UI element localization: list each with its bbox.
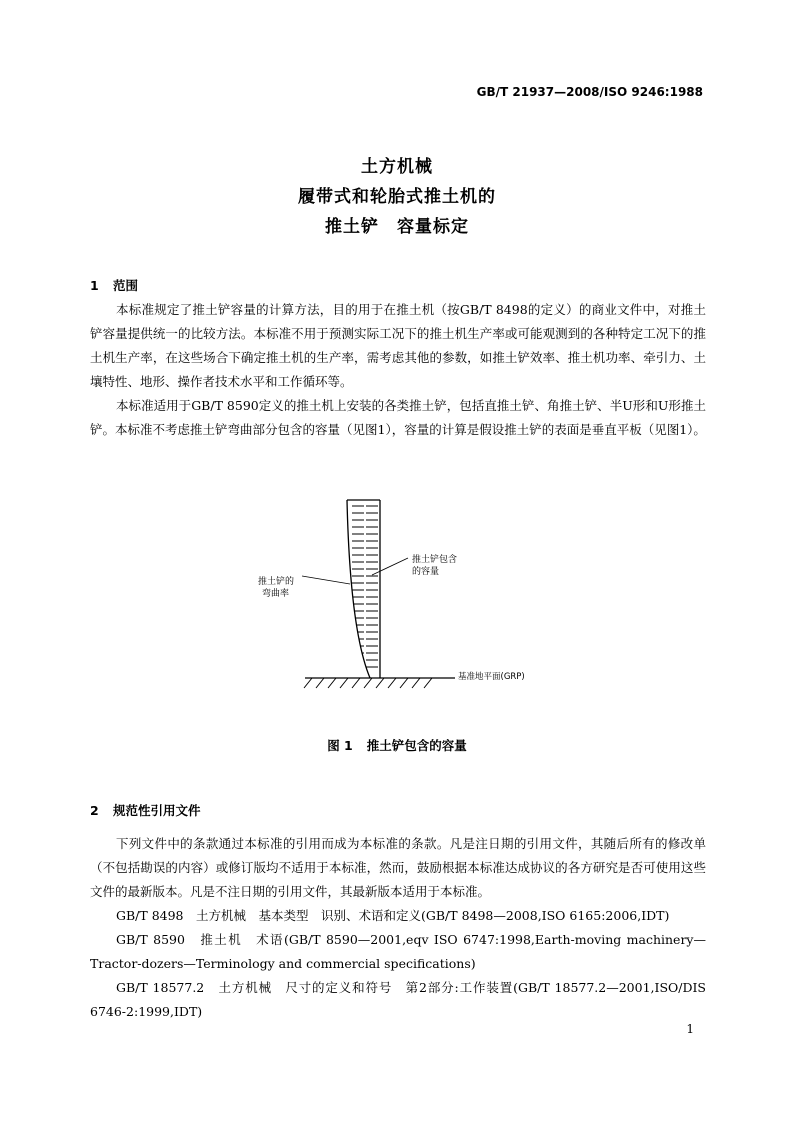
ground-reference-label: 基准地平面(GRP) xyxy=(458,672,525,682)
volume-leader xyxy=(372,558,408,575)
ground-hatching xyxy=(304,678,432,688)
section-1-paragraph-2: 本标准适用于GB/T 8590定义的推土机上安装的各类推土铲，包括直推土铲、角推土铲、半U形和U形推土铲。本标准不考虑推土铲弯曲部分包含的容量（见图1），容量的计算是假设推土铲的表面是垂直平板（见图1）。 xyxy=(90,398,706,437)
blade-volume-hatching xyxy=(352,506,378,667)
section-1-number: 1 xyxy=(90,278,99,293)
section-2-title: 规范性引用文件 xyxy=(113,803,201,818)
figure-caption-text: 推土铲包含的容量 xyxy=(366,738,467,753)
section-1-paragraph-1: 本标准规定了推土铲容量的计算方法，目的用于在推土机（按GB/T 8498的定义）的商业文件中，对推土铲容量提供统一的比较方法。本标准不用于预测实际工况下的推土机生产率或可能观测到的各种特定工况下的推土机生产率，在这些场合下确定推土机的生产率，需考虑其他的参数，如推土铲效率、推土机功率、牵引力、土壤特性、地形、操作者技术水平和工作循环等。 xyxy=(90,302,706,389)
section-2-heading xyxy=(90,801,201,819)
reference-gbt-8498: GB/T 8498 土方机械 基本类型 识别、术语和定义(GB/T 8498—2008,ISO 6165:2006,IDT) xyxy=(116,908,670,923)
title-line-2: 履带式和轮胎式推土机的 xyxy=(298,187,496,207)
curvature-label-line-2: 弯曲率 xyxy=(262,589,290,599)
figure-caption-number: 图 1 xyxy=(327,738,353,753)
curvature-leader xyxy=(302,576,350,584)
reference-gbt-18577-2: GB/T 18577.2 土方机械 尺寸的定义和符号 第2部分:工作装置(GB/T 18577.2—2001,ISO/DIS 6746-2:1999,IDT) xyxy=(90,980,706,1019)
section-1-title: 范围 xyxy=(113,278,139,293)
reference-gbt-8590: GB/T 8590 推土机 术语(GB/T 8590—2001,eqv ISO 6747:1998,Earth-moving machinery—Tractor-dozers—Terminology and commercial specifications) xyxy=(90,932,706,971)
volume-label-line-2: 的容量 xyxy=(412,567,440,577)
standard-code: GB/T 21937—2008/ISO 9246:1988 xyxy=(476,85,703,99)
section-2-number: 2 xyxy=(90,803,99,818)
section-2-paragraph-1: 下列文件中的条款通过本标准的引用而成为本标准的条款。凡是注日期的引用文件，其随后所有的修改单（不包括勘误的内容）或修订版均不适用于本标准，然而，鼓励根据本标准达成协议的各方研究是否可使用这些文件的最新版本。凡是不注日期的引用文件，其最新版本适用于本标准。 xyxy=(90,836,706,899)
figure-caption xyxy=(0,736,794,754)
page-number: 1 xyxy=(686,1022,694,1036)
title-line-1: 土方机械 xyxy=(361,157,433,177)
title-line-3: 推土铲 容量标定 xyxy=(325,217,469,237)
curvature-label-line-1: 推土铲的 xyxy=(258,577,295,587)
blade-volume-figure xyxy=(230,480,560,705)
section-1-heading xyxy=(90,276,138,294)
volume-label-line-1: 推土铲包含 xyxy=(412,555,458,565)
